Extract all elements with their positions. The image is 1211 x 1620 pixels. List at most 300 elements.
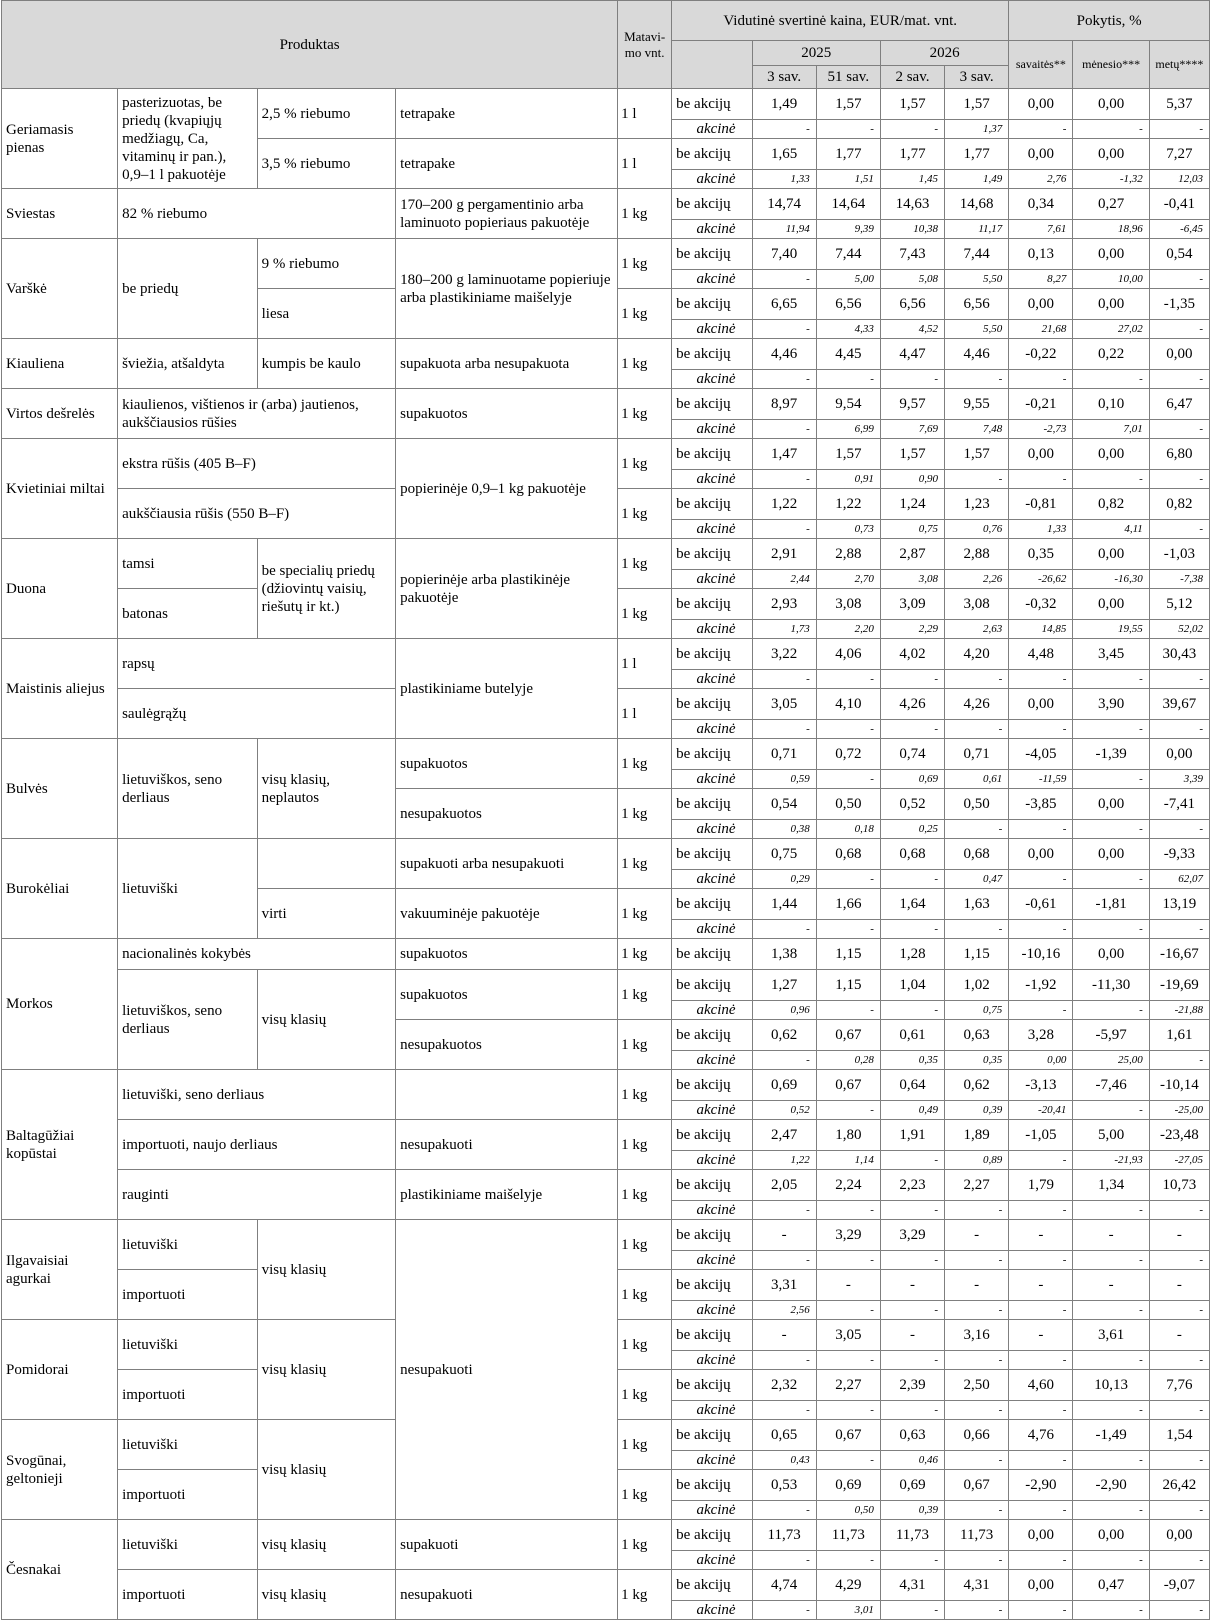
regular-row: [2, 970, 1210, 1001]
price-value: 1,23: [945, 489, 1009, 520]
price-value: -: [945, 920, 1009, 939]
price-value: 0,71: [945, 739, 1009, 770]
price-value: 3,29: [816, 1220, 880, 1251]
change-value: -11,59: [1009, 770, 1073, 789]
price-value: 0,61: [880, 1020, 944, 1051]
change-value: 5,00: [1073, 1120, 1149, 1151]
change-value: 1,79: [1009, 1170, 1073, 1201]
price-value: 2,88: [945, 539, 1009, 570]
product-description: lietuviški: [118, 1220, 258, 1270]
price-value: 0,28: [816, 1051, 880, 1070]
change-value: -: [1009, 370, 1073, 389]
price-type: akcinė: [672, 770, 752, 789]
price-value: 7,44: [945, 239, 1009, 270]
change-value: -16,30: [1073, 570, 1149, 589]
product-description: importuoti: [118, 1470, 258, 1520]
price-type: be akcijų: [672, 639, 752, 670]
product-packaging: popierinėje 0,9–1 kg pakuotėje: [396, 439, 618, 539]
price-type: be akcijų: [672, 339, 752, 370]
price-value: 3,22: [752, 639, 816, 670]
change-value: -: [1009, 1270, 1073, 1301]
regular-row: [2, 839, 1210, 870]
price-value: 0,50: [945, 789, 1009, 820]
price-value: 1,22: [816, 489, 880, 520]
price-type: be akcijų: [672, 489, 752, 520]
change-value: -2,90: [1009, 1470, 1073, 1501]
product-description: pasterizuotas, be priedų (kvapiųjų medžiagų, Ca, vitaminų ir pan.), 0,9–1 l pakuotėje: [118, 89, 258, 189]
product-unit: 1 kg: [618, 889, 672, 939]
product-name: Virtos dešrelės: [2, 389, 118, 439]
product-description: importuoti, naujo derliaus: [118, 1120, 396, 1170]
price-type: be akcijų: [672, 970, 752, 1001]
change-value: 4,76: [1009, 1420, 1073, 1451]
product-description: lietuviški: [118, 839, 258, 939]
change-value: -2,73: [1009, 420, 1073, 439]
price-value: 0,49: [880, 1101, 944, 1120]
price-type: be akcijų: [672, 139, 752, 170]
product-description: be priedų: [118, 239, 258, 339]
change-value: 8,27: [1009, 270, 1073, 289]
change-value: 0,82: [1149, 489, 1209, 520]
product-name: Kiauliena: [2, 339, 118, 389]
price-type: akcinė: [672, 420, 752, 439]
price-value: 1,15: [816, 970, 880, 1001]
regular-row: [2, 189, 1210, 220]
change-value: -: [1073, 870, 1149, 889]
change-value: 5,37: [1149, 89, 1209, 120]
change-value: -10,14: [1149, 1070, 1209, 1101]
product-packaging: supakuotos: [396, 970, 618, 1020]
header-type-blank: [672, 41, 752, 89]
price-value: 11,17: [945, 220, 1009, 239]
regular-row: [2, 1170, 1210, 1201]
price-value: -: [880, 1301, 944, 1320]
price-type: akcinė: [672, 470, 752, 489]
product-unit: 1 l: [618, 139, 672, 189]
price-value: 0,25: [880, 820, 944, 839]
change-value: 4,60: [1009, 1370, 1073, 1401]
price-value: -: [816, 920, 880, 939]
product-description: importuoti: [118, 1270, 258, 1320]
price-type: akcinė: [672, 270, 752, 289]
product-unit: 1 kg: [618, 239, 672, 289]
change-value: -0,32: [1009, 589, 1073, 620]
regular-row: [2, 89, 1210, 120]
product-unit: 1 kg: [618, 1470, 672, 1520]
price-value: 2,44: [752, 570, 816, 589]
change-value: -: [1149, 320, 1209, 339]
change-value: -: [1009, 1401, 1073, 1420]
product-unit: 1 kg: [618, 1220, 672, 1270]
price-value: 6,65: [752, 289, 816, 320]
change-value: -: [1073, 1501, 1149, 1520]
price-value: 2,27: [945, 1170, 1009, 1201]
change-value: 3,90: [1073, 689, 1149, 720]
price-value: 0,69: [752, 1070, 816, 1101]
price-value: 14,68: [945, 189, 1009, 220]
price-type: akcinė: [672, 370, 752, 389]
change-value: -5,97: [1073, 1020, 1149, 1051]
price-value: -: [880, 920, 944, 939]
change-value: -: [1149, 820, 1209, 839]
price-type: akcinė: [672, 1401, 752, 1420]
price-value: -: [880, 1201, 944, 1220]
change-value: -: [1073, 670, 1149, 689]
change-value: -: [1009, 1501, 1073, 1520]
change-value: 1,54: [1149, 1420, 1209, 1451]
product-name: Baltagūžiai kopūstai: [2, 1070, 118, 1220]
change-value: 10,00: [1073, 270, 1149, 289]
change-value: 26,42: [1149, 1470, 1209, 1501]
price-value: -: [752, 1251, 816, 1270]
price-value: 4,06: [816, 639, 880, 670]
price-value: 0,43: [752, 1451, 816, 1470]
price-value: -: [880, 1151, 944, 1170]
change-value: -1,05: [1009, 1120, 1073, 1151]
price-type: akcinė: [672, 1351, 752, 1370]
product-variant: kumpis be kaulo: [257, 339, 396, 389]
product-packaging: supakuoti arba nesupakuoti: [396, 839, 618, 889]
change-value: -: [1073, 720, 1149, 739]
price-value: 2,24: [816, 1170, 880, 1201]
price-value: -: [752, 720, 816, 739]
price-value: -: [816, 1301, 880, 1320]
price-value: -: [752, 1601, 816, 1620]
price-value: 0,74: [880, 739, 944, 770]
price-value: -: [880, 1320, 944, 1351]
change-value: -: [1149, 1051, 1209, 1070]
change-value: 0,00: [1009, 1570, 1073, 1601]
product-unit: 1 kg: [618, 1370, 672, 1420]
price-type: be akcijų: [672, 289, 752, 320]
price-value: 14,63: [880, 189, 944, 220]
change-value: 0,00: [1009, 1520, 1073, 1551]
product-name: Česnakai: [2, 1520, 118, 1620]
price-value: 1,02: [945, 970, 1009, 1001]
price-value: -: [816, 370, 880, 389]
price-value: 1,47: [752, 439, 816, 470]
change-value: 0,10: [1073, 389, 1149, 420]
price-value: 0,67: [816, 1420, 880, 1451]
product-description: lietuviški: [118, 1420, 258, 1470]
price-type: akcinė: [672, 1451, 752, 1470]
product-unit: 1 kg: [618, 389, 672, 439]
change-value: 0,00: [1073, 239, 1149, 270]
price-value: -: [880, 1551, 944, 1570]
price-value: -: [752, 270, 816, 289]
price-value: 1,28: [880, 939, 944, 970]
regular-row: [2, 389, 1210, 420]
price-value: -: [816, 870, 880, 889]
price-value: -: [752, 670, 816, 689]
product-packaging: vakuuminėje pakuotėje: [396, 889, 618, 939]
price-type: be akcijų: [672, 1220, 752, 1251]
product-packaging: 170–200 g pergamentinio arba laminuoto popieriaus pakuotėje: [396, 189, 618, 239]
product-name: Maistinis aliejus: [2, 639, 118, 739]
price-value: 0,50: [816, 789, 880, 820]
price-value: 0,61: [945, 770, 1009, 789]
price-value: 1,57: [880, 439, 944, 470]
change-value: -: [1073, 470, 1149, 489]
product-unit: 1 kg: [618, 839, 672, 889]
product-variant: visų klasių: [257, 1570, 396, 1620]
change-value: -1,39: [1073, 739, 1149, 770]
price-value: 0,67: [816, 1070, 880, 1101]
product-packaging: supakuotos: [396, 939, 618, 970]
price-value: 3,29: [880, 1220, 944, 1251]
change-value: -: [1009, 920, 1073, 939]
change-value: 1,61: [1149, 1020, 1209, 1051]
change-value: -: [1073, 1351, 1149, 1370]
regular-row: [2, 239, 1210, 270]
change-value: -0,61: [1009, 889, 1073, 920]
price-type: akcinė: [672, 1251, 752, 1270]
price-value: 1,80: [816, 1120, 880, 1151]
change-value: 0,27: [1073, 189, 1149, 220]
price-value: -: [880, 120, 944, 139]
product-unit: 1 l: [618, 639, 672, 689]
price-value: 4,47: [880, 339, 944, 370]
price-value: 9,55: [945, 389, 1009, 420]
price-value: 0,54: [752, 789, 816, 820]
price-value: -: [880, 1401, 944, 1420]
product-variant: liesa: [257, 289, 396, 339]
price-type: akcinė: [672, 570, 752, 589]
price-value: 2,39: [880, 1370, 944, 1401]
price-value: 1,15: [945, 939, 1009, 970]
price-value: 2,20: [816, 620, 880, 639]
change-value: 7,61: [1009, 220, 1073, 239]
product-packaging: supakuota arba nesupakuota: [396, 339, 618, 389]
price-value: -: [752, 370, 816, 389]
price-type: be akcijų: [672, 1470, 752, 1501]
product-description: šviežia, atšaldyta: [118, 339, 258, 389]
price-value: 1,49: [752, 89, 816, 120]
product-unit: 1 l: [618, 689, 672, 739]
price-type: akcinė: [672, 220, 752, 239]
change-value: 0,22: [1073, 339, 1149, 370]
change-value: 0,00: [1073, 939, 1149, 970]
price-value: 1,38: [752, 939, 816, 970]
change-value: -21,88: [1149, 1001, 1209, 1020]
price-value: 1,73: [752, 620, 816, 639]
change-value: -: [1009, 1151, 1073, 1170]
change-value: 0,00: [1009, 839, 1073, 870]
change-value: -: [1149, 1401, 1209, 1420]
change-value: -: [1149, 920, 1209, 939]
change-value: 0,00: [1073, 289, 1149, 320]
header-year-2025: 2025: [752, 41, 880, 66]
price-value: -: [880, 1001, 944, 1020]
price-value: -: [752, 520, 816, 539]
price-value: -: [945, 1301, 1009, 1320]
price-value: 0,72: [816, 739, 880, 770]
price-value: 1,63: [945, 889, 1009, 920]
change-value: 0,00: [1073, 789, 1149, 820]
change-value: 0,13: [1009, 239, 1073, 270]
price-value: 1,14: [816, 1151, 880, 1170]
price-value: 1,27: [752, 970, 816, 1001]
change-value: -: [1009, 670, 1073, 689]
price-value: 0,71: [752, 739, 816, 770]
change-value: -10,16: [1009, 939, 1073, 970]
price-value: 1,77: [945, 139, 1009, 170]
price-type: be akcijų: [672, 1270, 752, 1301]
change-value: -: [1009, 1301, 1073, 1320]
change-value: -: [1073, 120, 1149, 139]
product-unit: 1 kg: [618, 1520, 672, 1570]
change-value: 7,76: [1149, 1370, 1209, 1401]
price-value: 7,44: [816, 239, 880, 270]
price-value: 9,39: [816, 220, 880, 239]
price-value: 1,57: [816, 89, 880, 120]
header-avg-price: Vidutinė svertinė kaina, EUR/mat. vnt.: [672, 1, 1009, 41]
price-value: 1,22: [752, 1151, 816, 1170]
product-unit: 1 kg: [618, 939, 672, 970]
price-type: akcinė: [672, 620, 752, 639]
change-value: -25,00: [1149, 1101, 1209, 1120]
change-value: -: [1073, 1001, 1149, 1020]
price-value: 1,04: [880, 970, 944, 1001]
change-value: -: [1149, 420, 1209, 439]
product-packaging: supakuoti: [396, 1520, 618, 1570]
change-value: 12,03: [1149, 170, 1209, 189]
price-type: be akcijų: [672, 739, 752, 770]
price-value: -: [752, 1051, 816, 1070]
price-value: 2,87: [880, 539, 944, 570]
change-value: -1,03: [1149, 539, 1209, 570]
product-description: ekstra rūšis (405 B–F): [118, 439, 396, 489]
price-value: 0,50: [816, 1501, 880, 1520]
price-value: 4,10: [816, 689, 880, 720]
product-packaging: popierinėje arba plastikinėje pakuotėje: [396, 539, 618, 639]
price-value: -: [880, 1251, 944, 1270]
price-value: -: [816, 1270, 880, 1301]
price-value: -: [880, 1270, 944, 1301]
product-variant: be specialių priedų (džiovintų vaisių, riešutų ir kt.): [257, 539, 396, 639]
price-value: 0,59: [752, 770, 816, 789]
price-value: 7,48: [945, 420, 1009, 439]
change-value: -: [1149, 1320, 1209, 1351]
price-value: 2,63: [945, 620, 1009, 639]
product-variant: visų klasių: [257, 1320, 396, 1420]
change-value: -: [1149, 1551, 1209, 1570]
price-value: 0,69: [880, 770, 944, 789]
price-type: be akcijų: [672, 439, 752, 470]
price-value: -: [816, 1001, 880, 1020]
price-value: 14,64: [816, 189, 880, 220]
change-value: -: [1009, 1251, 1073, 1270]
change-value: 39,67: [1149, 689, 1209, 720]
regular-row: [2, 339, 1210, 370]
price-type: be akcijų: [672, 239, 752, 270]
price-value: 4,26: [945, 689, 1009, 720]
price-value: 9,54: [816, 389, 880, 420]
price-value: 0,39: [945, 1101, 1009, 1120]
price-value: -: [880, 1351, 944, 1370]
price-type: akcinė: [672, 520, 752, 539]
change-value: 0,82: [1073, 489, 1149, 520]
price-value: 1,66: [816, 889, 880, 920]
change-value: -: [1149, 720, 1209, 739]
regular-row: [2, 539, 1210, 570]
change-value: 0,00: [1149, 739, 1209, 770]
regular-row: [2, 739, 1210, 770]
price-table: [1, 0, 1210, 1620]
change-value: -0,41: [1149, 189, 1209, 220]
change-value: -: [1149, 1251, 1209, 1270]
price-value: -: [945, 820, 1009, 839]
price-value: 9,57: [880, 389, 944, 420]
price-type: akcinė: [672, 670, 752, 689]
product-packaging: nesupakuotos: [396, 1020, 618, 1070]
change-value: 0,00: [1009, 139, 1073, 170]
change-value: 0,00: [1073, 439, 1149, 470]
change-value: -: [1073, 1251, 1149, 1270]
price-value: 0,46: [880, 1451, 944, 1470]
price-value: 0,68: [816, 839, 880, 870]
product-unit: 1 kg: [618, 739, 672, 789]
change-value: 0,47: [1073, 1570, 1149, 1601]
change-value: -1,81: [1073, 889, 1149, 920]
price-type: be akcijų: [672, 589, 752, 620]
price-value: -: [816, 1201, 880, 1220]
price-type: be akcijų: [672, 1570, 752, 1601]
product-description: importuoti: [118, 1570, 258, 1620]
price-value: 0,67: [816, 1020, 880, 1051]
price-type: akcinė: [672, 870, 752, 889]
header-week: 2 sav.: [880, 66, 944, 89]
price-value: 2,93: [752, 589, 816, 620]
price-type: be akcijų: [672, 789, 752, 820]
price-value: 0,47: [945, 870, 1009, 889]
product-description: aukščiausia rūšis (550 B–F): [118, 489, 396, 539]
price-value: 7,69: [880, 420, 944, 439]
product-name: Ilgavaisiai agurkai: [2, 1220, 118, 1320]
price-value: 1,57: [945, 89, 1009, 120]
change-value: -16,67: [1149, 939, 1209, 970]
change-value: -21,93: [1073, 1151, 1149, 1170]
change-value: 4,48: [1009, 639, 1073, 670]
change-value: -9,33: [1149, 839, 1209, 870]
price-value: -: [880, 670, 944, 689]
product-packaging: plastikiniame maišelyje: [396, 1170, 618, 1220]
product-unit: 1 kg: [618, 539, 672, 589]
price-value: -: [816, 1101, 880, 1120]
change-value: -: [1073, 1401, 1149, 1420]
change-value: -: [1009, 1220, 1073, 1251]
price-value: 0,68: [945, 839, 1009, 870]
price-type: akcinė: [672, 170, 752, 189]
price-value: -: [752, 420, 816, 439]
change-value: -: [1073, 1201, 1149, 1220]
price-value: 1,49: [945, 170, 1009, 189]
price-value: 0,69: [880, 1470, 944, 1501]
regular-row: [2, 939, 1210, 970]
price-value: 2,29: [880, 620, 944, 639]
product-name: Bulvės: [2, 739, 118, 839]
change-value: -9,07: [1149, 1570, 1209, 1601]
product-unit: 1 kg: [618, 189, 672, 239]
change-value: 7,27: [1149, 139, 1209, 170]
header-product: Produktas: [2, 1, 618, 89]
change-value: -: [1149, 370, 1209, 389]
product-variant: visų klasių: [257, 1420, 396, 1520]
price-value: -: [945, 1501, 1009, 1520]
price-value: 3,08: [880, 570, 944, 589]
change-value: -0,22: [1009, 339, 1073, 370]
change-value: 19,55: [1073, 620, 1149, 639]
